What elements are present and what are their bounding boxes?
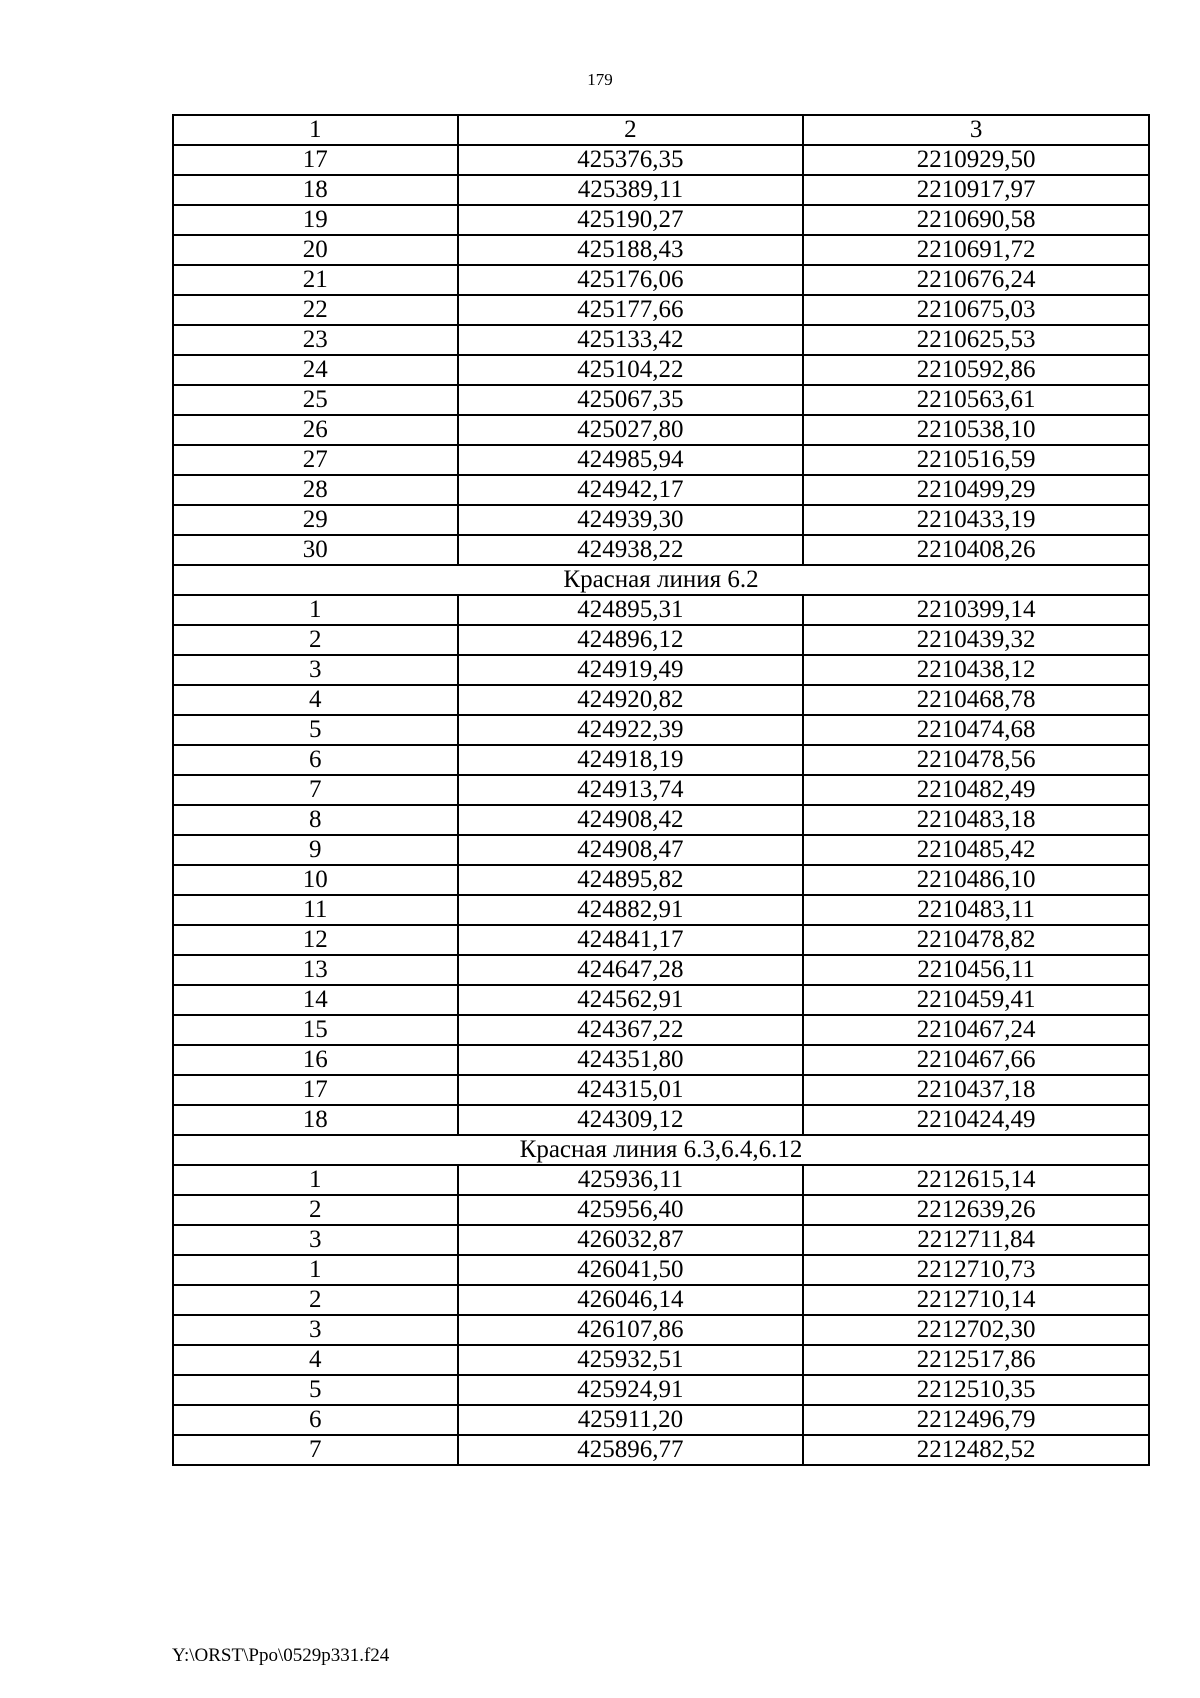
point-number-cell: 13	[173, 955, 458, 985]
x-coordinate-cell: 424919,49	[458, 655, 804, 685]
point-number-cell: 20	[173, 235, 458, 265]
y-coordinate-cell: 2210563,61	[803, 385, 1149, 415]
x-coordinate-cell: 425376,35	[458, 145, 804, 175]
section-row	[173, 565, 1149, 595]
column-header: 1	[173, 115, 458, 145]
footer-file-path: Y:\ORST\Ppo\0529p331.f24	[172, 1645, 390, 1666]
point-number-cell: 15	[173, 1015, 458, 1045]
table-row	[173, 745, 1149, 775]
x-coordinate-cell: 426041,50	[458, 1255, 804, 1285]
x-coordinate-cell: 424920,82	[458, 685, 804, 715]
y-coordinate-cell: 2210675,03	[803, 295, 1149, 325]
point-number-cell: 2	[173, 625, 458, 655]
x-coordinate-cell: 425190,27	[458, 205, 804, 235]
y-coordinate-cell: 2210433,19	[803, 505, 1149, 535]
point-number-cell: 7	[173, 1435, 458, 1465]
point-number-cell: 3	[173, 655, 458, 685]
point-number-cell: 22	[173, 295, 458, 325]
x-coordinate-cell: 424882,91	[458, 895, 804, 925]
x-coordinate-cell: 424938,22	[458, 535, 804, 565]
point-number-cell: 6	[173, 745, 458, 775]
table-row	[173, 1405, 1149, 1435]
x-coordinate-cell: 425188,43	[458, 235, 804, 265]
table-row	[173, 805, 1149, 835]
table-row	[173, 445, 1149, 475]
y-coordinate-cell: 2210437,18	[803, 1075, 1149, 1105]
point-number-cell: 3	[173, 1225, 458, 1255]
x-coordinate-cell: 426046,14	[458, 1285, 804, 1315]
y-coordinate-cell: 2210485,42	[803, 835, 1149, 865]
x-coordinate-cell: 424895,31	[458, 595, 804, 625]
y-coordinate-cell: 2210499,29	[803, 475, 1149, 505]
x-coordinate-cell: 425924,91	[458, 1375, 804, 1405]
y-coordinate-cell: 2210483,11	[803, 895, 1149, 925]
x-coordinate-cell: 424315,01	[458, 1075, 804, 1105]
table-row	[173, 1345, 1149, 1375]
table-row	[173, 625, 1149, 655]
point-number-cell: 30	[173, 535, 458, 565]
table-row	[173, 355, 1149, 385]
point-number-cell: 28	[173, 475, 458, 505]
y-coordinate-cell: 2212510,35	[803, 1375, 1149, 1405]
point-number-cell: 12	[173, 925, 458, 955]
point-number-cell: 2	[173, 1195, 458, 1225]
point-number-cell: 21	[173, 265, 458, 295]
y-coordinate-cell: 2210917,97	[803, 175, 1149, 205]
column-header: 3	[803, 115, 1149, 145]
point-number-cell: 17	[173, 145, 458, 175]
section-row	[173, 1135, 1149, 1165]
table-row	[173, 925, 1149, 955]
x-coordinate-cell: 424985,94	[458, 445, 804, 475]
table-row	[173, 1435, 1149, 1465]
x-coordinate-cell: 424918,19	[458, 745, 804, 775]
x-coordinate-cell: 424309,12	[458, 1105, 804, 1135]
point-number-cell: 14	[173, 985, 458, 1015]
y-coordinate-cell: 2210467,24	[803, 1015, 1149, 1045]
point-number-cell: 5	[173, 715, 458, 745]
y-coordinate-cell: 2212639,26	[803, 1195, 1149, 1225]
point-number-cell: 5	[173, 1375, 458, 1405]
point-number-cell: 16	[173, 1045, 458, 1075]
table-row	[173, 235, 1149, 265]
point-number-cell: 3	[173, 1315, 458, 1345]
x-coordinate-cell: 424913,74	[458, 775, 804, 805]
x-coordinate-cell: 424367,22	[458, 1015, 804, 1045]
x-coordinate-cell: 426032,87	[458, 1225, 804, 1255]
y-coordinate-cell: 2212702,30	[803, 1315, 1149, 1345]
table-row	[173, 205, 1149, 235]
y-coordinate-cell: 2210676,24	[803, 265, 1149, 295]
table-row	[173, 505, 1149, 535]
table-row	[173, 1045, 1149, 1075]
point-number-cell: 1	[173, 595, 458, 625]
y-coordinate-cell: 2210538,10	[803, 415, 1149, 445]
y-coordinate-cell: 2210408,26	[803, 535, 1149, 565]
table-row	[173, 535, 1149, 565]
y-coordinate-cell: 2210468,78	[803, 685, 1149, 715]
table-row	[173, 655, 1149, 685]
table-row	[173, 1255, 1149, 1285]
y-coordinate-cell: 2210399,14	[803, 595, 1149, 625]
table-row	[173, 1195, 1149, 1225]
x-coordinate-cell: 425389,11	[458, 175, 804, 205]
y-coordinate-cell: 2210478,56	[803, 745, 1149, 775]
table-row	[173, 685, 1149, 715]
y-coordinate-cell: 2210691,72	[803, 235, 1149, 265]
table-row	[173, 175, 1149, 205]
x-coordinate-cell: 424895,82	[458, 865, 804, 895]
y-coordinate-cell: 2210424,49	[803, 1105, 1149, 1135]
point-number-cell: 2	[173, 1285, 458, 1315]
x-coordinate-cell: 424939,30	[458, 505, 804, 535]
table-row	[173, 895, 1149, 925]
y-coordinate-cell: 2212496,79	[803, 1405, 1149, 1435]
page-number: 179	[587, 70, 613, 89]
column-header: 2	[458, 115, 804, 145]
point-number-cell: 4	[173, 685, 458, 715]
x-coordinate-cell: 424647,28	[458, 955, 804, 985]
x-coordinate-cell: 424908,47	[458, 835, 804, 865]
x-coordinate-cell: 425896,77	[458, 1435, 804, 1465]
y-coordinate-cell: 2210625,53	[803, 325, 1149, 355]
x-coordinate-cell: 425027,80	[458, 415, 804, 445]
point-number-cell: 11	[173, 895, 458, 925]
y-coordinate-cell: 2212615,14	[803, 1165, 1149, 1195]
table-row	[173, 1225, 1149, 1255]
y-coordinate-cell: 2210516,59	[803, 445, 1149, 475]
y-coordinate-cell: 2210486,10	[803, 865, 1149, 895]
y-coordinate-cell: 2210474,68	[803, 715, 1149, 745]
x-coordinate-cell: 425133,42	[458, 325, 804, 355]
y-coordinate-cell: 2210459,41	[803, 985, 1149, 1015]
y-coordinate-cell: 2210483,18	[803, 805, 1149, 835]
x-coordinate-cell: 426107,86	[458, 1315, 804, 1345]
table-row	[173, 715, 1149, 745]
y-coordinate-cell: 2210467,66	[803, 1045, 1149, 1075]
x-coordinate-cell: 425067,35	[458, 385, 804, 415]
x-coordinate-cell: 424908,42	[458, 805, 804, 835]
y-coordinate-cell: 2210439,32	[803, 625, 1149, 655]
y-coordinate-cell: 2212517,86	[803, 1345, 1149, 1375]
point-number-cell: 27	[173, 445, 458, 475]
point-number-cell: 1	[173, 1165, 458, 1195]
y-coordinate-cell: 2210690,58	[803, 205, 1149, 235]
table-row	[173, 835, 1149, 865]
point-number-cell: 6	[173, 1405, 458, 1435]
table-row	[173, 385, 1149, 415]
y-coordinate-cell: 2210929,50	[803, 145, 1149, 175]
y-coordinate-cell: 2210592,86	[803, 355, 1149, 385]
x-coordinate-cell: 424942,17	[458, 475, 804, 505]
table-row	[173, 1285, 1149, 1315]
x-coordinate-cell: 425911,20	[458, 1405, 804, 1435]
y-coordinate-cell: 2212710,73	[803, 1255, 1149, 1285]
table-row	[173, 955, 1149, 985]
point-number-cell: 17	[173, 1075, 458, 1105]
point-number-cell: 4	[173, 1345, 458, 1375]
point-number-cell: 25	[173, 385, 458, 415]
point-number-cell: 18	[173, 175, 458, 205]
point-number-cell: 9	[173, 835, 458, 865]
x-coordinate-cell: 425177,66	[458, 295, 804, 325]
point-number-cell: 8	[173, 805, 458, 835]
point-number-cell: 26	[173, 415, 458, 445]
table-row	[173, 295, 1149, 325]
table-body	[173, 145, 1149, 1465]
y-coordinate-cell: 2212711,84	[803, 1225, 1149, 1255]
point-number-cell: 23	[173, 325, 458, 355]
x-coordinate-cell: 425176,06	[458, 265, 804, 295]
y-coordinate-cell: 2210456,11	[803, 955, 1149, 985]
x-coordinate-cell: 425936,11	[458, 1165, 804, 1195]
y-coordinate-cell: 2210478,82	[803, 925, 1149, 955]
table-row	[173, 265, 1149, 295]
x-coordinate-cell: 424351,80	[458, 1045, 804, 1075]
table-row	[173, 475, 1149, 505]
table-row	[173, 325, 1149, 355]
table-header-row	[173, 115, 1149, 145]
x-coordinate-cell: 425104,22	[458, 355, 804, 385]
y-coordinate-cell: 2210438,12	[803, 655, 1149, 685]
table-row	[173, 775, 1149, 805]
x-coordinate-cell: 425956,40	[458, 1195, 804, 1225]
y-coordinate-cell: 2210482,49	[803, 775, 1149, 805]
x-coordinate-cell: 424922,39	[458, 715, 804, 745]
point-number-cell: 24	[173, 355, 458, 385]
x-coordinate-cell: 424896,12	[458, 625, 804, 655]
table-row	[173, 1105, 1149, 1135]
point-number-cell: 18	[173, 1105, 458, 1135]
table-row	[173, 865, 1149, 895]
x-coordinate-cell: 424562,91	[458, 985, 804, 1015]
table-row	[173, 1315, 1149, 1345]
table-row	[173, 1375, 1149, 1405]
section-title: Красная линия 6.2	[173, 565, 1149, 595]
table-row	[173, 1075, 1149, 1105]
section-title: Красная линия 6.3,6.4,6.12	[173, 1135, 1149, 1165]
table-row	[173, 985, 1149, 1015]
y-coordinate-cell: 2212710,14	[803, 1285, 1149, 1315]
x-coordinate-cell: 425932,51	[458, 1345, 804, 1375]
point-number-cell: 7	[173, 775, 458, 805]
point-number-cell: 29	[173, 505, 458, 535]
table-row	[173, 1015, 1149, 1045]
table-row	[173, 1165, 1149, 1195]
point-number-cell: 19	[173, 205, 458, 235]
point-number-cell: 10	[173, 865, 458, 895]
y-coordinate-cell: 2212482,52	[803, 1435, 1149, 1465]
table-row	[173, 415, 1149, 445]
point-number-cell: 1	[173, 1255, 458, 1285]
x-coordinate-cell: 424841,17	[458, 925, 804, 955]
table-row	[173, 145, 1149, 175]
coordinates-table	[172, 114, 1150, 1466]
table-row	[173, 595, 1149, 625]
